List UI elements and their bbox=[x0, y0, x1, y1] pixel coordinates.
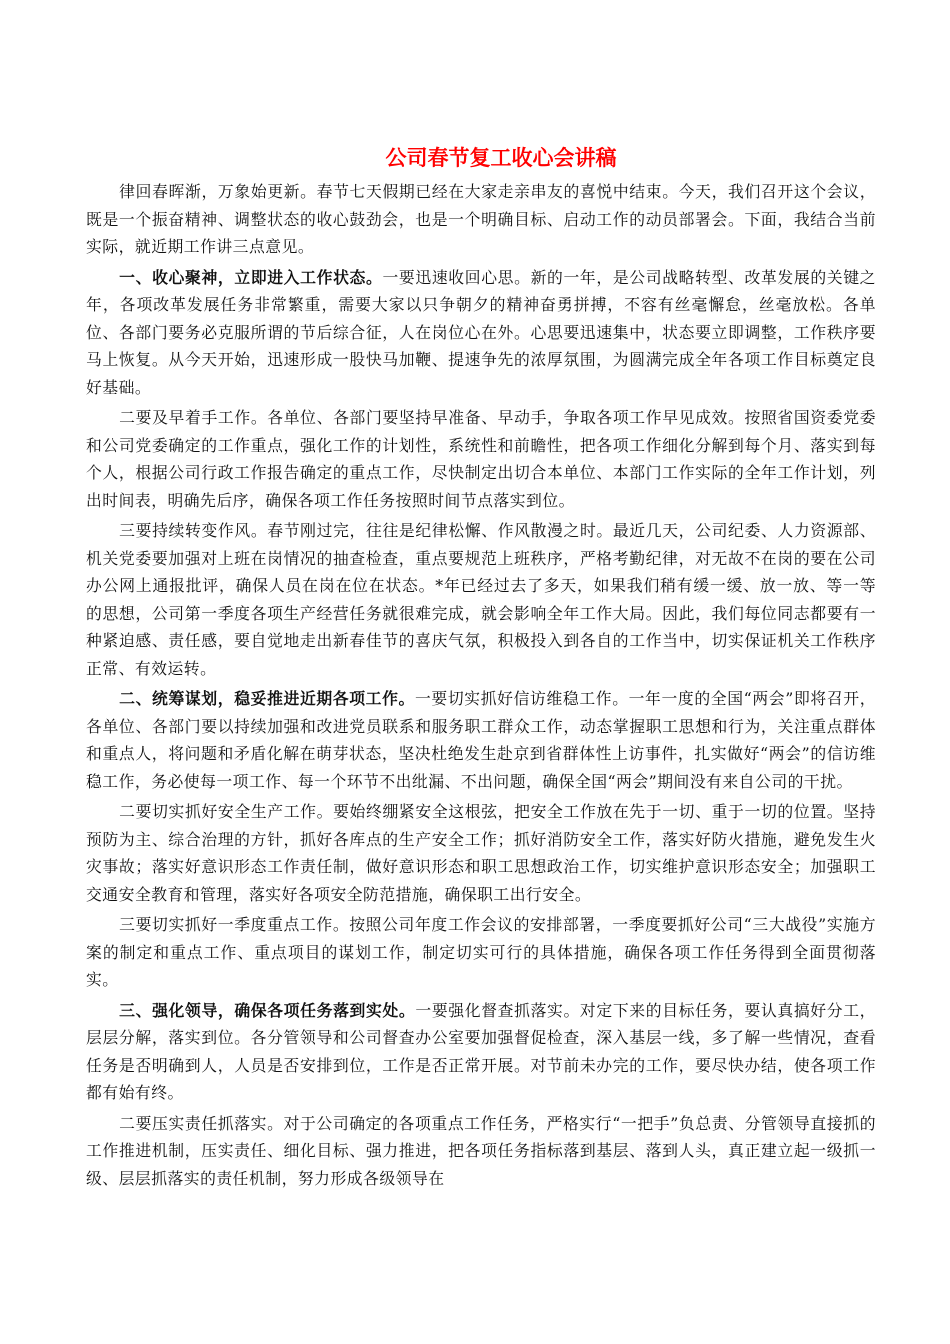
paragraph-text: 二要压实责任抓落实。对于公司确定的各项重点工作任务，严格实行“一把手”负总责、分管领导直接抓的工作推进机制，压实责任、细化目标、强力推进，把各项任务指标落到基层、落到人头，真正建立起一级抓一级、层层抓落实的责任机制，努力形成各级领导在 bbox=[86, 1113, 876, 1188]
paragraph bbox=[86, 911, 876, 994]
paragraph bbox=[86, 997, 876, 1107]
section-heading: 二、统筹谋划，稳妥推进近期各项工作。 bbox=[119, 689, 415, 708]
paragraph-text: 三要切实抓好一季度重点工作。按照公司年度工作会议的安排部署，一季度要抓好公司“三大战役”实施方案的制定和重点工作、重点项目的谋划工作，制定切实可行的具体措施，确保各项工作任务得到全面贯彻落实。 bbox=[86, 915, 876, 989]
paragraph-text: 三要持续转变作风。春节刚过完，往往是纪律松懈、作风散漫之时。最近几天，公司纪委、人力资源部、机关党委要加强对上班在岗情况的抽查检查，重点要规范上班秩序，严格考勤纪律，对无故不在岗的要在公司办公网上通报批评，确保人员在岗在位在状态。*年已经过去了多天，如果我们稍有缓一缓、放一放、等一等的思想，公司第一季度各项生产经营任务就很难完成，就会影响全年工作大局。因此，我们每位同志都要有一种紧迫感、责任感，要自觉地走出新春佳节的喜庆气氛，积极投入到各自的工作当中，切实保证机关工作秩序正常、有效运转。 bbox=[86, 521, 876, 678]
paragraph-text: 律回春晖渐，万象始更新。春节七天假期已经在大家走亲串友的喜悦中结束。今天，我们召开这个会议，既是一个振奋精神、调整状态的收心鼓劲会，也是一个明确目标、启动工作的动员部署会。下面，我结合当前实际，就近期工作讲三点意见。 bbox=[86, 182, 876, 256]
paragraph bbox=[86, 517, 876, 682]
paragraph bbox=[86, 264, 876, 402]
paragraph-text: 一要迅速收回心思。新的一年，是公司战略转型、改革发展的关键之年，各项改革发展任务非常繁重，需要大家以只争朝夕的精神奋勇拼搏，不容有丝毫懈怠，丝毫放松。各单位、各部门要务必克服所谓的节后综合征，人在岗位心在外。心思要迅速集中，状态要立即调整，工作秩序要马上恢复。从今天开始，迅速形成一股快马加鞭、提速争先的浓厚氛围，为圆满完成全年各项工作目标奠定良好基础。 bbox=[86, 267, 876, 397]
paragraph-text: 二要切实抓好安全生产工作。要始终绷紧安全这根弦，把安全工作放在先于一切、重于一切的位置。坚持预防为主、综合治理的方针，抓好各库点的生产安全工作；抓好消防安全工作，落实好防火措施，避免发生火灾事故；落实好意识形态工作责任制，做好意识形态和职工思想政治工作，切实维护意识形态安全；加强职工交通安全教育和管理，落实好各项安全防范措施，确保职工出行安全。 bbox=[86, 802, 876, 904]
paragraph bbox=[86, 404, 876, 514]
section-heading: 一、收心聚神，立即进入工作状态。 bbox=[119, 267, 383, 287]
document-page bbox=[86, 140, 876, 1195]
paragraph bbox=[86, 798, 876, 908]
paragraph-text: 一要切实抓好信访维稳工作。一年一度的全国“两会”即将召开，各单位、各部门要以持续加强和改进党员联系和服务职工群众工作，动态掌握职工思想和行为，关注重点群体和重点人，将问题和矛盾化解在萌芽状态，坚决杜绝发生赴京到省群体性上访事件，扎实做好“两会”的信访维稳工作，务必使每一项工作、每一个环节不出纰漏、不出问题，确保全国“两会”期间没有来自公司的干扰。 bbox=[86, 689, 876, 791]
document-title: 公司春节复工收心会讲稿 bbox=[385, 146, 617, 170]
paragraph bbox=[86, 1110, 876, 1193]
paragraph bbox=[86, 685, 876, 795]
document-body bbox=[86, 178, 876, 1192]
paragraph-text: 一要强化督查抓落实。对定下来的目标任务，要认真搞好分工，层层分解，落实到位。各分管领导和公司督查办公室要加强督促检查，深入基层一线，多了解一些情况，查看任务是否明确到人，人员是否安排到位，工作是否正常开展。对节前未办完的工作，要尽快办结，使各项工作都有始有终。 bbox=[86, 1000, 876, 1102]
paragraph bbox=[86, 178, 876, 261]
paragraph-text: 二要及早着手工作。各单位、各部门要坚持早准备、早动手，争取各项工作早见成效。按照省国资委党委和公司党委确定的工作重点，强化工作的计划性，系统性和前瞻性，把各项工作细化分解到每个月、落实到每个人，根据公司行政工作报告确定的重点工作，尽快制定出切合本单位、本部门工作实际的全年工作计划，列出时间表，明确先后序，确保各项工作任务按照时间节点落实到位。 bbox=[86, 408, 876, 510]
section-heading: 三、强化领导，确保各项任务落到实处。 bbox=[119, 1000, 416, 1020]
